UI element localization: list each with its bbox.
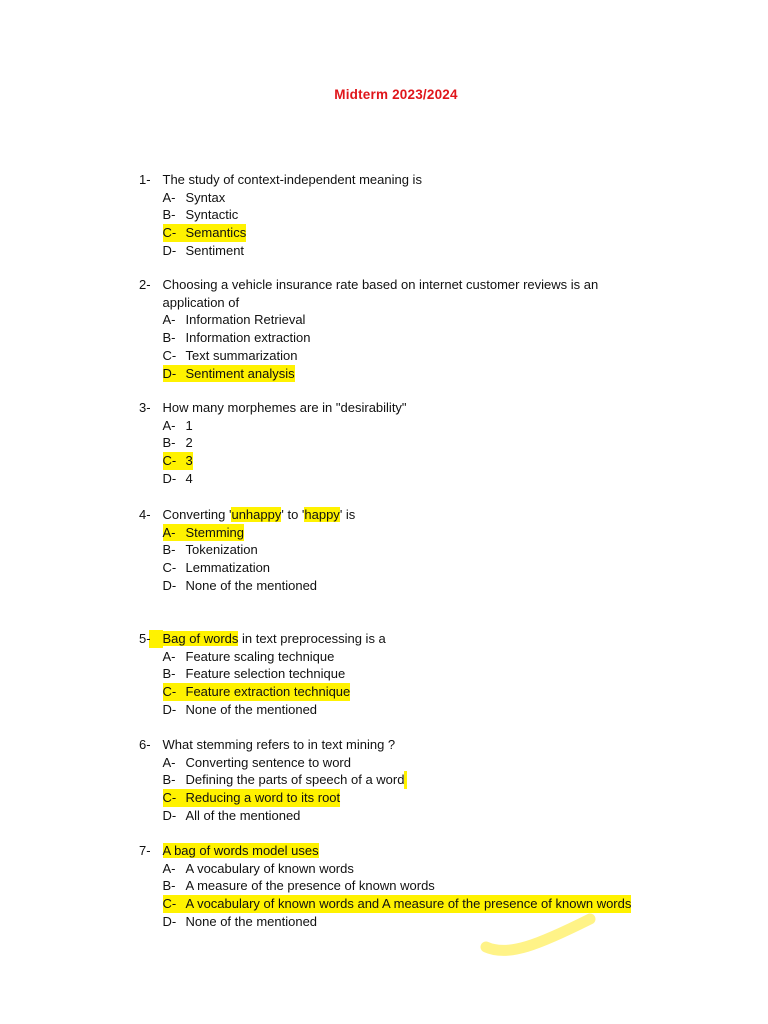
option-letter: A-: [162, 648, 176, 664]
option-letter: D-: [162, 807, 177, 823]
option-letter: D-: [162, 913, 177, 929]
option-text: 3: [185, 453, 193, 469]
question-1: [139, 171, 639, 260]
highlight-mark: [404, 771, 407, 789]
question-text: The study of context-independent meaning is: [162, 172, 422, 187]
option-text: Syntax: [185, 189, 226, 205]
option-letter: C-: [163, 452, 186, 470]
option-b: [139, 541, 639, 559]
question-text: What stemming refers to in text mining ?: [162, 737, 396, 752]
option-b: [139, 434, 639, 452]
question-line: [139, 171, 639, 189]
question-number: 4-: [139, 507, 151, 522]
option-b: [139, 665, 639, 683]
option-text: None of the mentioned: [185, 577, 318, 593]
option-letter: A-: [162, 417, 176, 433]
option-c-highlighted: [139, 683, 639, 701]
option-letter: C-: [162, 560, 177, 576]
option-a-highlighted: [139, 524, 639, 542]
option-letter: A-: [162, 860, 176, 876]
question-text: Choosing a vehicle insurance rate based on internet customer reviews is an application of: [162, 277, 599, 310]
question-5: [139, 630, 639, 719]
option-text: None of the mentioned: [185, 913, 318, 929]
option-a: [139, 860, 639, 878]
question-6: [139, 736, 639, 825]
option-letter: D-: [162, 242, 177, 258]
question-2: [139, 276, 639, 382]
option-a: [139, 189, 639, 207]
option-text: A vocabulary of known words: [185, 860, 354, 876]
option-text: Sentiment: [185, 242, 245, 258]
question-text: [163, 630, 603, 648]
option-letter: A-: [162, 754, 176, 770]
question-4: [139, 506, 639, 595]
question-number: 5-: [139, 630, 163, 648]
question-line: [139, 276, 639, 311]
option-text: Text summarization: [185, 347, 298, 363]
question-3: [139, 399, 639, 488]
option-text: None of the mentioned: [185, 701, 318, 717]
question-text: [163, 842, 603, 860]
option-text: Converting sentence to word: [185, 754, 351, 770]
question-line: [139, 506, 639, 524]
option-letter: A-: [162, 189, 176, 205]
option-c-highlighted: [139, 789, 639, 807]
question-text: [163, 506, 603, 524]
option-text: 1: [185, 417, 193, 433]
option-a: [139, 648, 639, 666]
option-text: Reducing a word to its root: [185, 790, 341, 806]
option-letter: B-: [162, 207, 176, 223]
option-text: All of the mentioned: [185, 807, 301, 823]
question-number: 1-: [139, 172, 151, 187]
highlighted-question-text: A bag of words model uses: [162, 843, 319, 858]
option-d: [139, 577, 639, 595]
option-d-highlighted: [139, 365, 639, 383]
option-letter: B-: [162, 330, 176, 346]
question-number: 2-: [139, 277, 151, 292]
question-line: [139, 842, 639, 860]
question-text-part: ' is: [339, 507, 356, 522]
option-text: Feature scaling technique: [185, 648, 335, 664]
option-letter: D-: [162, 577, 177, 593]
question-text: How many morphemes are in "desirability": [162, 400, 407, 415]
option-text: Feature extraction technique: [185, 684, 351, 700]
option-d: [139, 242, 639, 260]
highlighted-term-unhappy: unhappy: [231, 507, 282, 522]
option-text: Syntactic: [185, 207, 239, 223]
option-letter: C-: [163, 224, 186, 242]
option-text: Information extraction: [185, 330, 311, 346]
option-b: [139, 206, 639, 224]
option-text: Semantics: [185, 225, 247, 241]
option-a: [139, 311, 639, 329]
option-text: Information Retrieval: [185, 312, 306, 328]
question-text-part: ' to ': [281, 507, 305, 522]
question-line: [139, 399, 639, 417]
option-text: Sentiment analysis: [185, 365, 295, 381]
option-letter: C-: [163, 789, 186, 807]
option-letter: C-: [162, 347, 177, 363]
option-text: 4: [185, 470, 193, 486]
option-letter: C-: [163, 683, 186, 701]
option-letter: D-: [163, 365, 186, 383]
question-text-part: Converting ': [162, 507, 232, 522]
option-text: Stemming: [185, 524, 245, 540]
option-text: Tokenization: [185, 542, 258, 558]
option-text: Defining the parts of speech of a word: [185, 772, 405, 788]
option-letter: A-: [163, 524, 186, 542]
option-letter: C-: [163, 895, 186, 913]
option-c-highlighted: [139, 452, 639, 470]
option-a: [139, 417, 639, 435]
option-letter: A-: [162, 312, 176, 328]
option-letter: B-: [162, 542, 176, 558]
option-b: [139, 877, 639, 895]
option-text: Feature selection technique: [185, 666, 346, 682]
question-number: 3-: [139, 400, 151, 415]
option-letter: B-: [162, 878, 176, 894]
option-d: [139, 807, 639, 825]
option-text: A measure of the presence of known words: [185, 878, 435, 894]
option-text: A vocabulary of known words and A measure of the presence of known words: [185, 896, 632, 912]
question-number: 6-: [139, 737, 151, 752]
option-c-highlighted: [139, 224, 639, 242]
option-letter: B-: [162, 772, 176, 788]
option-letter: D-: [162, 701, 177, 717]
highlighted-term-bag-of-words: Bag of words: [162, 631, 239, 646]
highlighted-term-happy: happy: [304, 507, 340, 522]
option-text: Lemmatization: [185, 560, 271, 576]
page-title: Midterm 2023/2024: [334, 87, 458, 102]
option-d: [139, 470, 639, 488]
option-letter: D-: [162, 470, 177, 486]
option-letter: B-: [162, 435, 176, 451]
option-text: 2: [185, 435, 193, 451]
option-c: [139, 347, 639, 365]
option-b: [139, 771, 639, 789]
option-b: [139, 329, 639, 347]
question-number: 7-: [139, 843, 151, 858]
option-d: [139, 701, 639, 719]
option-a: [139, 754, 639, 772]
question-text-part: in text preprocessing is a: [238, 631, 386, 646]
option-c: [139, 559, 639, 577]
highlighter-stroke: [478, 905, 602, 961]
question-line: [139, 630, 639, 648]
option-letter: B-: [162, 666, 176, 682]
question-line: [139, 736, 639, 754]
